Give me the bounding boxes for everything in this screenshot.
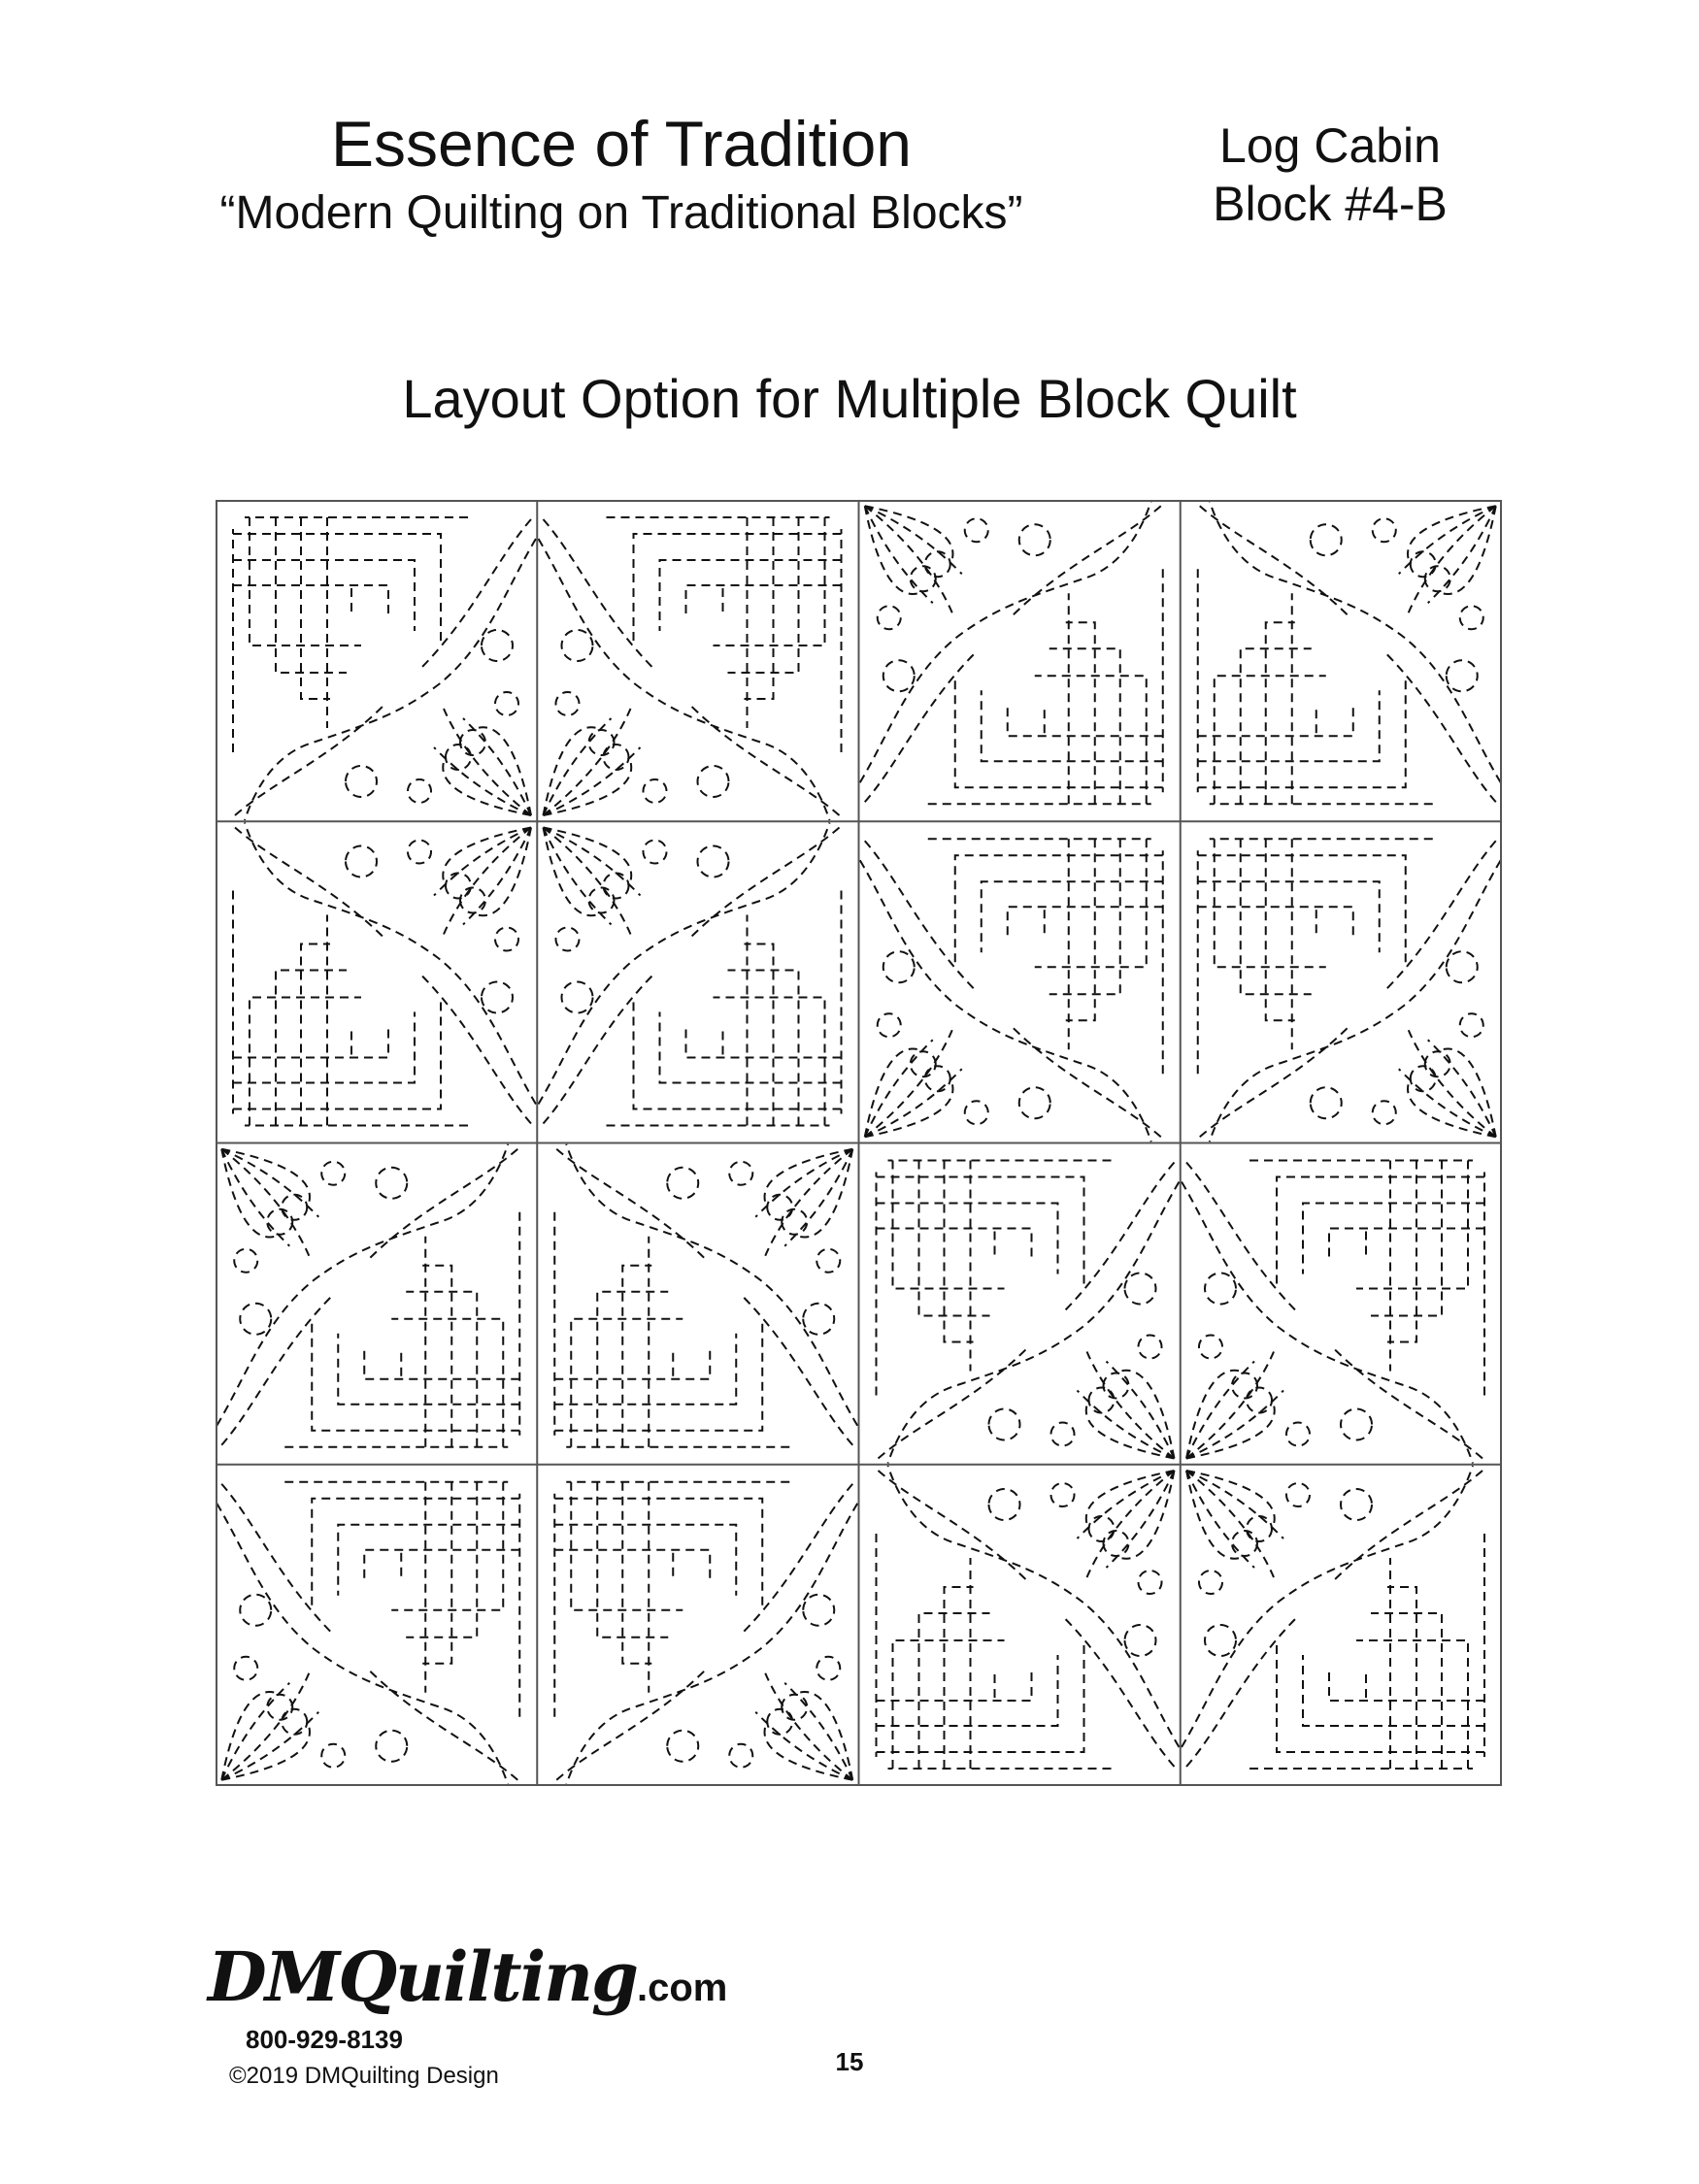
quilt-cell bbox=[1198, 501, 1501, 804]
document-title: Essence of Tradition bbox=[331, 108, 912, 180]
logo-brand: DMQuilting bbox=[208, 1936, 638, 2017]
quilt-cell bbox=[233, 823, 536, 1126]
quilt-cell bbox=[877, 1161, 1180, 1464]
page-number: 15 bbox=[835, 2047, 864, 2076]
dmquilting-logo bbox=[208, 1936, 728, 2017]
document-subtitle: “Modern Quilting on Traditional Blocks” bbox=[219, 187, 1023, 239]
phone-number: 800-929-8139 bbox=[246, 2025, 403, 2054]
quilt-cell bbox=[217, 1144, 519, 1447]
block-number: Block #4-B bbox=[1213, 177, 1448, 231]
quilt-cell bbox=[1182, 1161, 1484, 1464]
copyright: ©2019 DMQuilting Design bbox=[229, 2063, 499, 2089]
quilt-cell bbox=[554, 1144, 857, 1447]
quilt-cell bbox=[233, 517, 536, 820]
quilt-cell bbox=[554, 1482, 857, 1785]
logo-tld: .com bbox=[637, 1967, 728, 2009]
quilt-layout-diagram bbox=[216, 500, 1502, 1786]
quilt-cell bbox=[860, 501, 1163, 804]
block-label bbox=[1146, 116, 1515, 233]
quilt-cell bbox=[860, 839, 1163, 1142]
layout-heading: Layout Option for Multiple Block Quilt bbox=[402, 368, 1297, 429]
quilt-grid bbox=[216, 500, 1502, 1786]
quilt-cell bbox=[877, 1466, 1180, 1769]
quilt-cell bbox=[539, 517, 842, 820]
quilt-cell bbox=[1182, 1466, 1484, 1769]
quilt-cell bbox=[539, 823, 842, 1126]
quilt-cell bbox=[217, 1482, 519, 1785]
block-name: Log Cabin bbox=[1219, 118, 1441, 173]
quilt-cell bbox=[1198, 839, 1501, 1142]
